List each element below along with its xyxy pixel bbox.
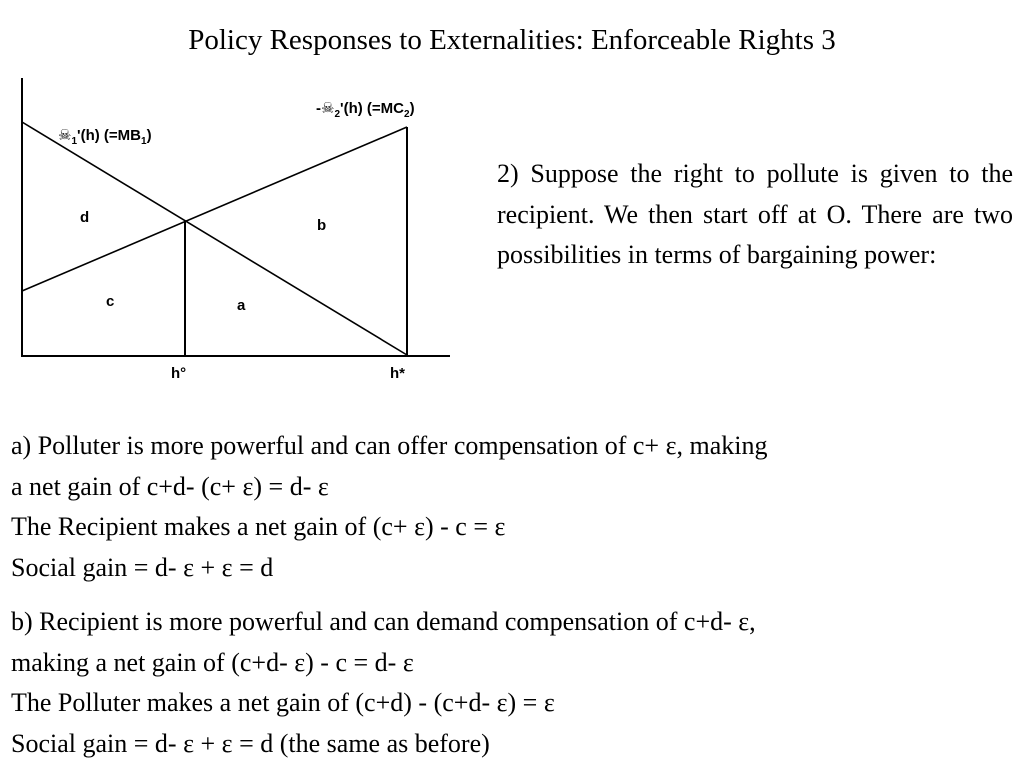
case-a-line-4: Social gain = d- ε + ε = d: [11, 552, 274, 582]
region-b-label: b: [317, 217, 327, 234]
h-circle-label: h°: [171, 365, 187, 382]
case-b-line-1: b) Recipient is more powerful and can demand compensation of c+d- ε,: [11, 607, 756, 636]
case-a-line-1: a) Polluter is more powerful and can offer compensation of c+ ε, making: [11, 431, 768, 460]
case-b-block: [11, 602, 1016, 764]
skull-icon: ☠: [321, 100, 335, 117]
case-b-line-4: Social gain = d- ε + ε = d (the same as before): [11, 728, 490, 758]
region-a-label: a: [237, 297, 246, 314]
h-star-label: h*: [390, 365, 405, 382]
case-b-line-2: making a net gain of (c+d- ε) - c = d- ε: [11, 647, 414, 677]
case-a-block: [11, 426, 1016, 588]
mb1-curve: [22, 122, 407, 355]
region-c-label: c: [106, 293, 115, 310]
slide-title: Policy Responses to Externalities: Enforceable Rights 3: [188, 24, 836, 56]
region-d-label: d: [80, 209, 90, 226]
case-b-line-3: The Polluter makes a net gain of (c+d) - (c+d- ε) = ε: [11, 688, 555, 717]
case-a-line-3: The Recipient makes a net gain of (c+ ε) - c = ε: [11, 512, 506, 541]
mb1-label: $☠_1'(h)$ $(=MB_1)$: [58, 127, 152, 147]
skull-icon: ☠: [58, 127, 72, 144]
externality-diagram: [0, 60, 470, 390]
intro-paragraph: 2) Suppose the right to pollute is given to the recipient. We then start off at O. There are two possibilities in terms of bargaining power:: [497, 159, 1013, 269]
case-a-line-2: a net gain of c+d- (c+ ε) = d- ε: [11, 471, 329, 501]
mc2-label: $-☠_2'(h)$ $(=MC_2)$: [316, 100, 415, 120]
